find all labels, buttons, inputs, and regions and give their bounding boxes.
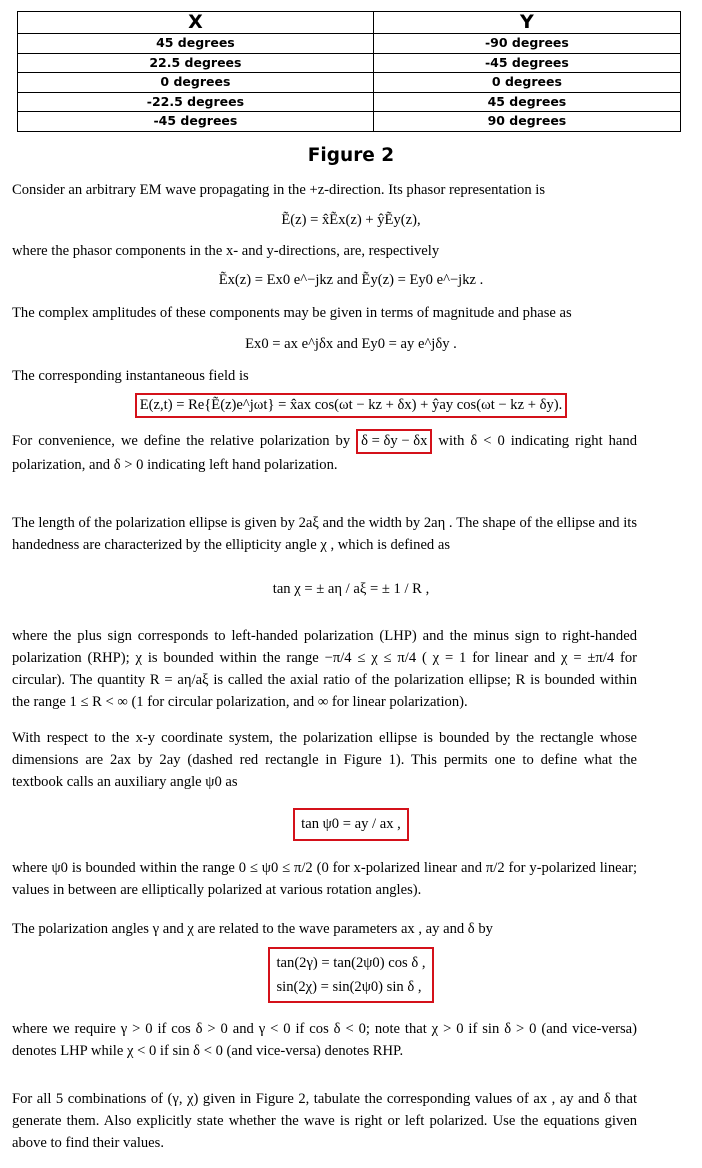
equation-auxiliary: tan ψ0 = ay / ax , — [293, 808, 409, 841]
equation-instantaneous: E(z,t) = Re{Ẽ(z)e^jωt} = x̂ax cos(ωt − kz + δx) + ŷay cos(ωt − kz + δy). — [135, 393, 568, 418]
equation-sin-chi: sin(2χ) = sin(2ψ0) sin δ , — [276, 979, 422, 995]
paragraph-ellipse: The length of the polarization ellipse is given by 2aξ and the width by 2aη . The shape of the ellipse and its handedness are characterized by the ellipticity angle χ , which is defined as — [12, 515, 637, 553]
table-row — [18, 34, 681, 54]
relative-polarization-lead: For convenience, we define the relative polarization by — [12, 433, 351, 449]
paragraph-amplitudes: The complex amplitudes of these components may be given in terms of magnitude and phase as — [12, 305, 572, 321]
paragraph-auxiliary-angle: With respect to the x-y coordinate system, the polarization ellipse is bounded by the rectangle whose dimensions are 2ax by 2ay (dashed red rectangle in Figure 1). This permits one to define what the textbook calls an auxiliary angle ψ0 as — [12, 730, 637, 790]
equation-tan-gamma: tan(2γ) = tan(2ψ0) cos δ , — [276, 955, 426, 971]
equation-instantaneous-wrap — [0, 393, 702, 418]
column-header-x: X — [18, 12, 374, 34]
table-row — [18, 92, 681, 112]
paragraph-task: For all 5 combinations of (γ, χ) given in Figure 2, tabulate the corresponding values of ax , ay and δ that generate them. Also explicitly state whether the wave is right or left polarized. Use the equations given above to find their values. — [12, 1091, 637, 1151]
paragraph-intro: Consider an arbitrary EM wave propagating in the +z-direction. Its phasor representation is — [12, 182, 546, 198]
equation-components: Ẽx(z) = Ex0 e^−jkz and Ẽy(z) = Ey0 e^−jkz . — [218, 272, 484, 288]
equation-amplitudes: Ex0 = ax e^jδx and Ey0 = ay e^jδy . — [245, 336, 457, 352]
table-cell: 0 degrees — [18, 73, 374, 93]
table-cell: -22.5 degrees — [18, 92, 374, 112]
paragraph-relative-polarization — [12, 429, 637, 476]
paragraph-psi-range: where ψ0 is bounded within the range 0 ≤ ψ0 ≤ π/2 (0 for x-polarized linear and π/2 for y-polarized linear; values in between are elliptically polarized at various rotation angles). — [12, 860, 637, 898]
table-cell: 45 degrees — [18, 34, 374, 54]
paragraph-polarization-angles: The polarization angles γ and χ are related to the wave parameters ax , ay and δ by — [12, 921, 493, 937]
paragraph-handedness: where the plus sign corresponds to left-handed polarization (LHP) and the minus sign to right-handed polarization (RHP); χ is bounded within the range −π/4 ≤ χ ≤ π/4 ( χ = 1 for linear and χ = ±π/4 for circular). The quantity R = aη/aξ is called the axial ratio of the polarization ellipse; R is bounded within the range 1 ≤ R < ∞ (1 for circular polarization, and ∞ for linear polarization). — [12, 628, 637, 710]
relative-polarization-tail: with δ < 0 indicating right hand polarization, and δ > 0 indicating left hand polarization. — [12, 433, 638, 473]
equation-auxiliary-wrap — [0, 808, 702, 841]
table-cell: 90 degrees — [373, 112, 680, 132]
table-cell: -90 degrees — [373, 34, 680, 54]
column-header-y: Y — [373, 12, 680, 34]
table-cell: -45 degrees — [373, 53, 680, 73]
equation-delta: δ = δy − δx — [356, 429, 432, 454]
paragraph-instantaneous: The corresponding instantaneous field is — [12, 368, 249, 384]
paragraph-components: where the phasor components in the x- and y-directions, are, respectively — [12, 243, 440, 259]
table-header-row — [18, 12, 681, 34]
equation-phasor: Ẽ(z) = x̂Ẽx(z) + ŷẼy(z), — [281, 212, 421, 228]
table-row — [18, 73, 681, 93]
table-row — [18, 53, 681, 73]
table-row — [18, 112, 681, 132]
equation-ellipticity: tan χ = ± aη / aξ = ± 1 / R , — [272, 581, 430, 597]
equation-angles-wrap — [0, 947, 702, 1003]
table-cell: 45 degrees — [373, 92, 680, 112]
paragraph-sign-conditions: where we require γ > 0 if cos δ > 0 and γ < 0 if cos δ < 0; note that χ > 0 if sin δ > 0 (and vice-versa) denotes LHP while χ < 0 if sin δ < 0 (and vice-versa) denotes RHP. — [12, 1021, 637, 1059]
table-cell: 0 degrees — [373, 73, 680, 93]
figure-caption: Figure 2 — [307, 145, 395, 166]
equation-angles-box — [268, 947, 433, 1003]
table-cell: 22.5 degrees — [18, 53, 374, 73]
table-cell: -45 degrees — [18, 112, 374, 132]
angle-table — [17, 11, 681, 132]
